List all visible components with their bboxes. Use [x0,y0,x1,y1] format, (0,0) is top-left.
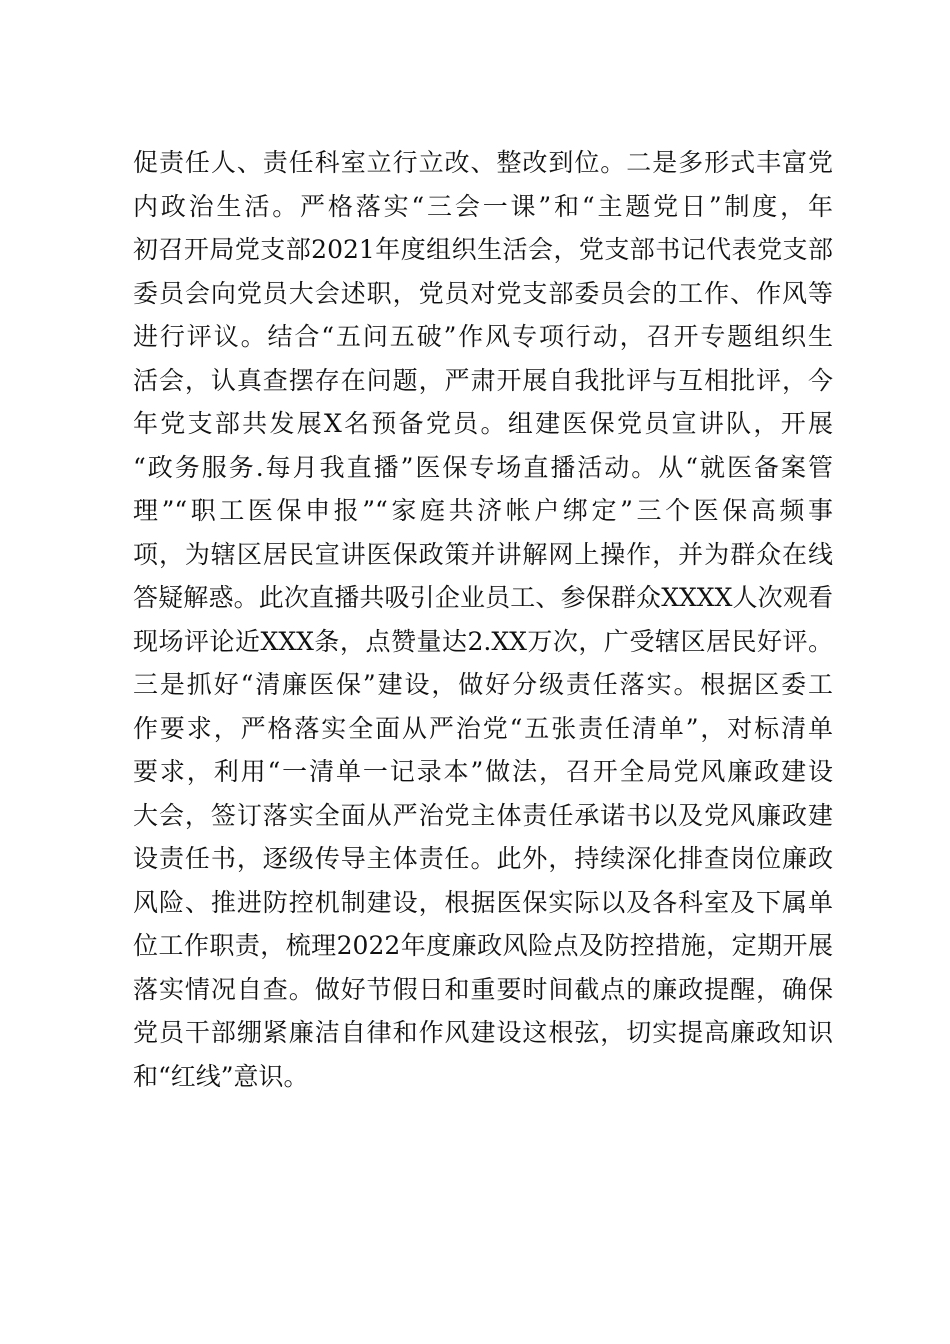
text-line: 设责任书，逐级传导主体责任。此外，持续深化排查岗位廉政 [133,844,833,873]
text-line: 委员会向党员大会述职，党员对党支部委员会的工作、作风等 [133,278,833,308]
text-line: 和“红线”意识。 [133,1061,309,1091]
text-line: 要求，利用“一清单一记录本”做法，召开全局党风廉政建设 [133,757,833,786]
text-line: 答疑解惑。此次直播共吸引企业员工、参保群众XXXX人次观看 [133,583,833,612]
body-paragraph [133,141,833,1098]
text-line: 三是抓好“清廉医保”建设，做好分级责任落实。根据区委工 [133,670,833,699]
text-line: 理”“职工医保申报”“家庭共济帐户绑定”三个医保高频事 [133,496,833,525]
text-line: 大会，签订落实全面从严治党主体责任承诺书以及党风廉政建 [133,800,833,830]
text-line: 位工作职责，梳理2022年度廉政风险点及防控措施，定期开展 [133,931,833,960]
text-line: 内政治生活。严格落实“三会一课”和“主题党日”制度，年 [133,191,833,221]
text-line: 项，为辖区居民宣讲医保政策并讲解网上操作，并为群众在线 [133,539,833,569]
text-line: 落实情况自查。做好节假日和重要时间截点的廉政提醒，确保 [133,974,833,1004]
text-line: 初召开局党支部2021年度组织生活会，党支部书记代表党支部 [133,235,833,264]
text-line: “政务服务.每月我直播”医保专场直播活动。从“就医备案管 [133,452,833,482]
text-line: 作要求，严格落实全面从严治党“五张责任清单”，对标清单 [133,713,833,743]
text-line: 进行评议。结合“五问五破”作风专项行动，召开专题组织生 [133,322,833,351]
text-line: 活会，认真查摆存在问题，严肃开展自我批评与互相批评，今 [133,365,833,395]
text-line: 党员干部绷紧廉洁自律和作风建设这根弦，切实提高廉政知识 [133,1018,833,1047]
text-line: 促责任人、责任科室立行立改、整改到位。二是多形式丰富党 [133,148,833,177]
text-line: 风险、推进防控机制建设，根据医保实际以及各科室及下属单 [133,887,833,917]
text-line: 年党支部共发展X名预备党员。组建医保党员宣讲队，开展 [133,409,833,438]
text-line: 现场评论近XXX条，点赞量达2.XX万次，广受辖区居民好评。 [133,626,833,656]
